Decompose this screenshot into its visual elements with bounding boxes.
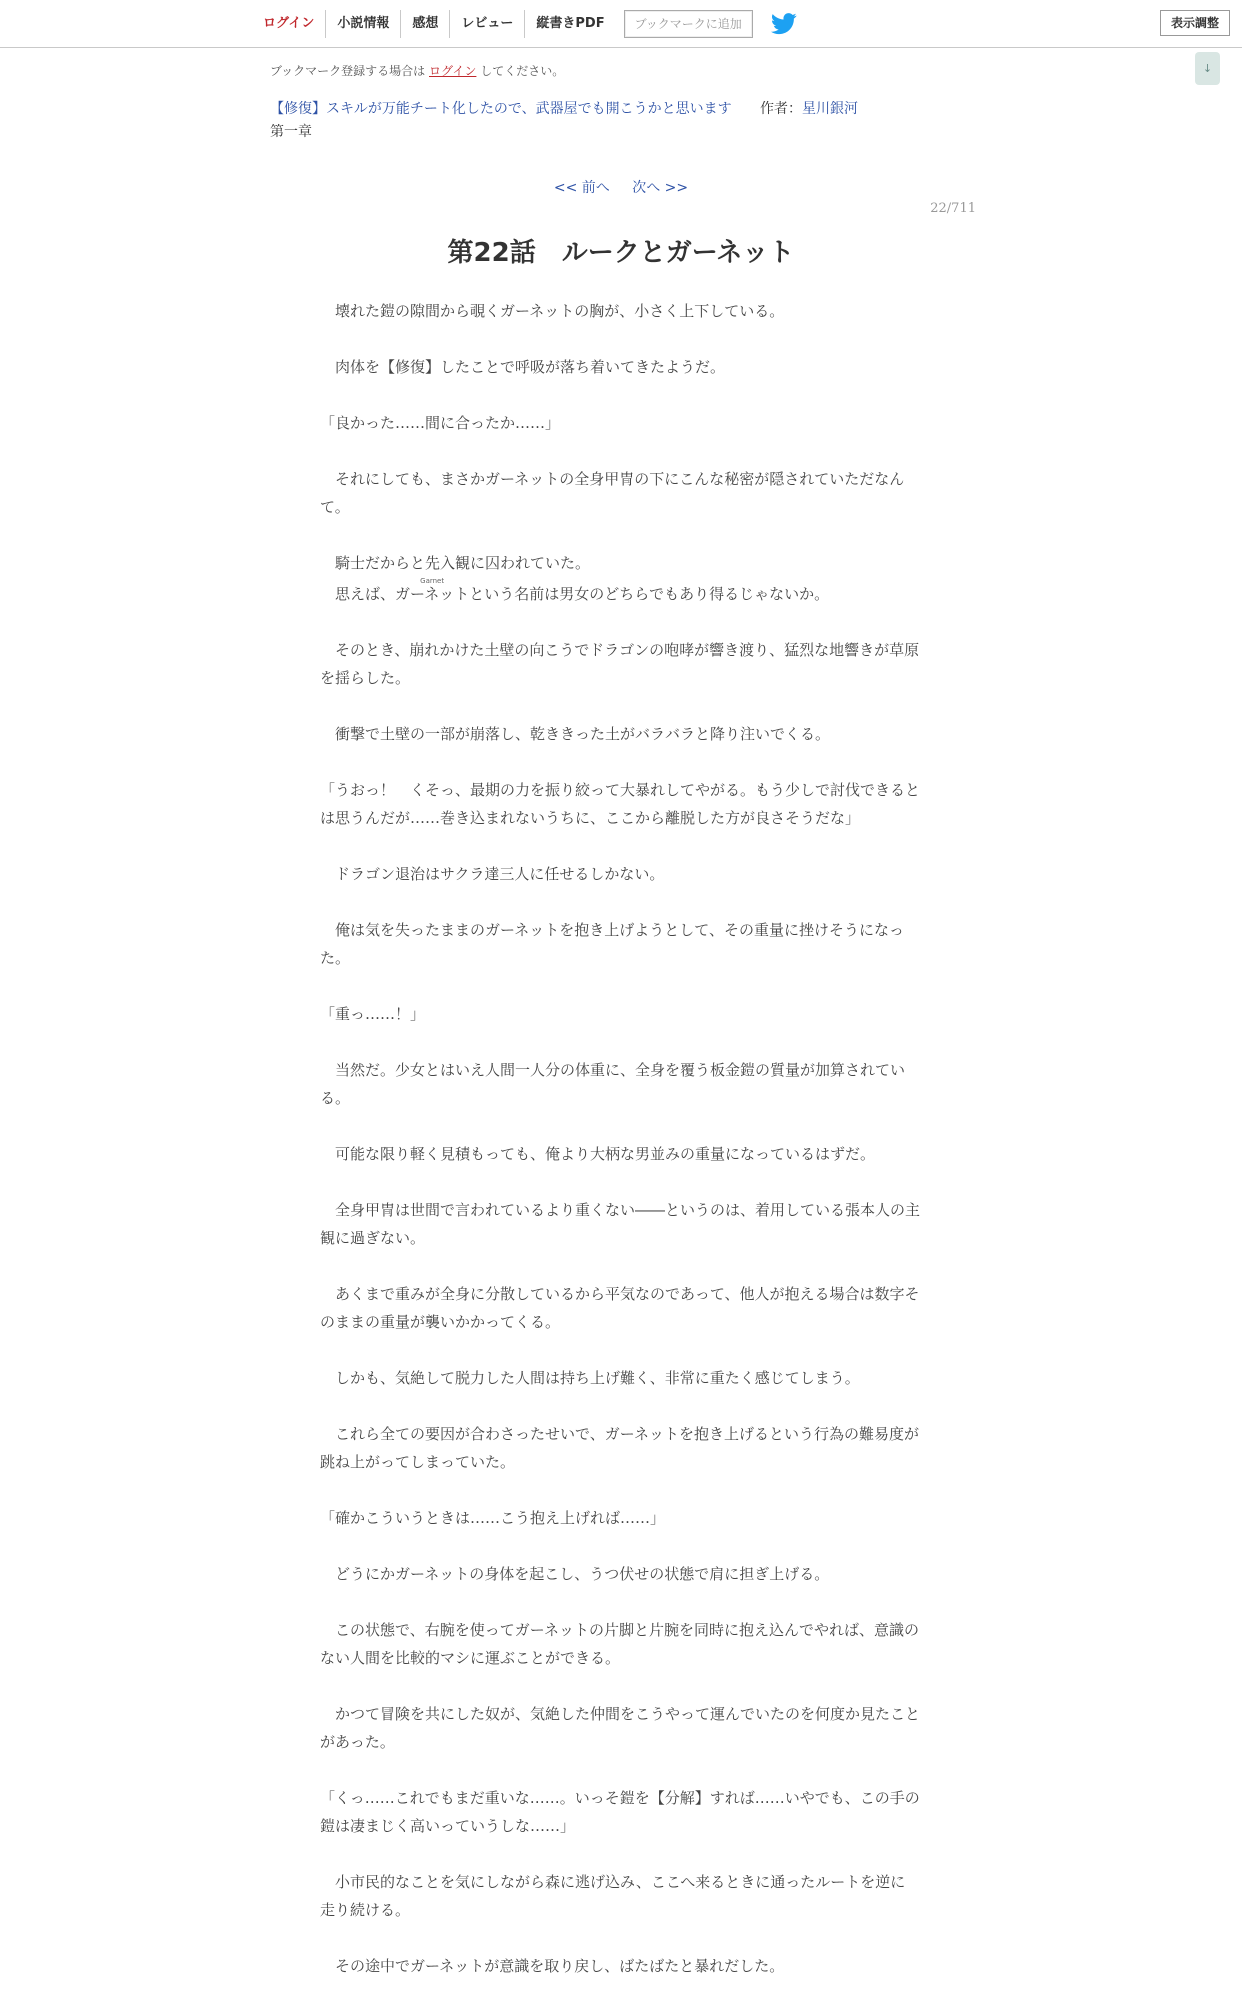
- text-segment: 思えば、: [320, 585, 396, 603]
- nav-novel-info[interactable]: 小説情報: [326, 10, 401, 38]
- author-label: 作者：: [760, 101, 803, 117]
- nav-vertical-pdf[interactable]: 縦書きPDF: [536, 16, 605, 31]
- twitter-icon[interactable]: [771, 13, 797, 35]
- paragraph: 衝撃で土壁の一部が崩落し、乾ききった土がバラバラと降り注いでくる。: [320, 725, 831, 743]
- ruby-base: ガーネット: [395, 585, 470, 603]
- paragraph: 「うおっ！ くそっ、最期の力を振り絞って大暴れしてやがる。もう少しで討伐できるとは思うんだが……巻き込まれないうちに、ここから離脱した方が良さそうだな」: [320, 781, 921, 827]
- paragraph: そのとき、崩れかけた土壁の向こうでドラゴンの咆哮が響き渡り、猛烈な地響きが草原を揺らした。: [320, 641, 920, 687]
- paragraph: 当然だ。少女とはいえ人間一人分の体重に、全身を覆う板金鎧の質量が加算されている。: [320, 1061, 906, 1107]
- paragraph: 「確かこういうときは……こう抱え上げれば……」: [320, 1509, 666, 1527]
- paragraph: 肉体を【修復】したことで呼吸が落ち着いてきたようだ。: [320, 358, 726, 376]
- novel-body: [320, 297, 920, 2008]
- paragraph: ドラゴン退治はサクラ達三人に任せるしかない。: [320, 865, 665, 883]
- next-link[interactable]: 次へ >>: [632, 180, 689, 196]
- pager: [0, 177, 1242, 197]
- nav-login[interactable]: ログイン: [252, 10, 326, 38]
- paragraph: 小市民的なことを気にしながら森に逃げ込み、ここへ来るときに通ったルートを逆に走り続ける。: [320, 1873, 906, 1919]
- paragraph: その途中でガーネットが意識を取り戻し、ばたばたと暴れだした。: [320, 1957, 785, 1975]
- paragraph: どうにかガーネットの身体を起こし、うつ伏せの状態で肩に担ぎ上げる。: [320, 1565, 830, 1583]
- bookmark-notice: [270, 62, 564, 79]
- paragraph: かつて冒険を共にした奴が、気絶した仲間をこうやって運んでいたのを何度か見たことがあった。: [320, 1705, 921, 1751]
- paragraph: この状態で、右腕を使ってガーネットの片脚と片腕を同時に抱え込んでやれば、意識のない人間を比較的マシに運ぶことができる。: [320, 1621, 919, 1667]
- paragraph: しかも、気絶して脱力した人間は持ち上げ難く、非常に重たく感じてしまう。: [320, 1369, 860, 1387]
- text-segment: という名前は男女のどちらでもあり得るじゃないか。: [469, 585, 830, 603]
- paragraph: 「くっ……これでもまだ重いな……。いっそ鎧を【分解】すれば……いやでも、この手の鎧は凄まじく高いっていうしな……」: [320, 1789, 920, 1835]
- paragraph: あくまで重みが全身に分散しているから平気なのであって、他人が抱える場合は数字そのままの重量が襲いかかってくる。: [320, 1285, 920, 1331]
- paragraph: それにしても、まさかガーネットの全身甲冑の下にこんな秘密が隠されていただなんて。: [320, 470, 905, 516]
- notice-login-link[interactable]: ログイン: [429, 64, 477, 78]
- scroll-down-button[interactable]: ↓: [1195, 52, 1220, 85]
- chapter-title: 第一章: [270, 124, 312, 140]
- novel-title-link[interactable]: 【修復】スキルが万能チート化したので、武器屋でも開こうかと思います: [270, 101, 732, 117]
- paragraph: 騎士だからと先入観に囚われていた。: [320, 554, 591, 572]
- prev-link[interactable]: << 前へ: [553, 180, 610, 196]
- ruby-reading: Garnet: [395, 577, 470, 585]
- paragraph: 「重っ……！」: [320, 1005, 426, 1023]
- notice-pre: ブックマーク登録する場合は: [270, 64, 426, 78]
- author-link[interactable]: 星川銀河: [802, 101, 859, 117]
- nav-impressions[interactable]: 感想: [401, 10, 450, 38]
- main-nav: [252, 10, 797, 38]
- top-bar: [0, 0, 1242, 48]
- paragraph: 俺は気を失ったままのガーネットを抱き上げようとして、その重量に挫けそうになった。: [320, 921, 904, 967]
- display-settings-button[interactable]: 表示調整: [1160, 10, 1230, 36]
- paragraph: 「良かった……間に合ったか……」: [320, 414, 561, 432]
- ruby-annotation: [395, 577, 470, 603]
- nav-review[interactable]: レビュー: [450, 10, 525, 38]
- paragraph: 全身甲冑は世間で言われているより重くない――というのは、着用している張本人の主観に過ぎない。: [320, 1201, 921, 1247]
- novel-info-line: [270, 98, 858, 118]
- paragraph: 壊れた鎧の隙間から覗くガーネットの胸が、小さく上下している。: [320, 302, 785, 320]
- paragraph: これら全ての要因が合わさったせいで、ガーネットを抱き上げるという行為の難易度が跳ね上がってしまっていた。: [320, 1425, 919, 1471]
- notice-post: してください。: [480, 64, 565, 78]
- episode-title: 第22話 ルークとガーネット: [447, 238, 795, 268]
- add-bookmark-button[interactable]: ブックマークに追加: [624, 10, 753, 38]
- paragraph-with-ruby: [320, 577, 920, 608]
- page-count: 22/711: [930, 201, 976, 216]
- paragraph: 可能な限り軽く見積もっても、俺より大柄な男並みの重量になっているはずだ。: [320, 1145, 876, 1163]
